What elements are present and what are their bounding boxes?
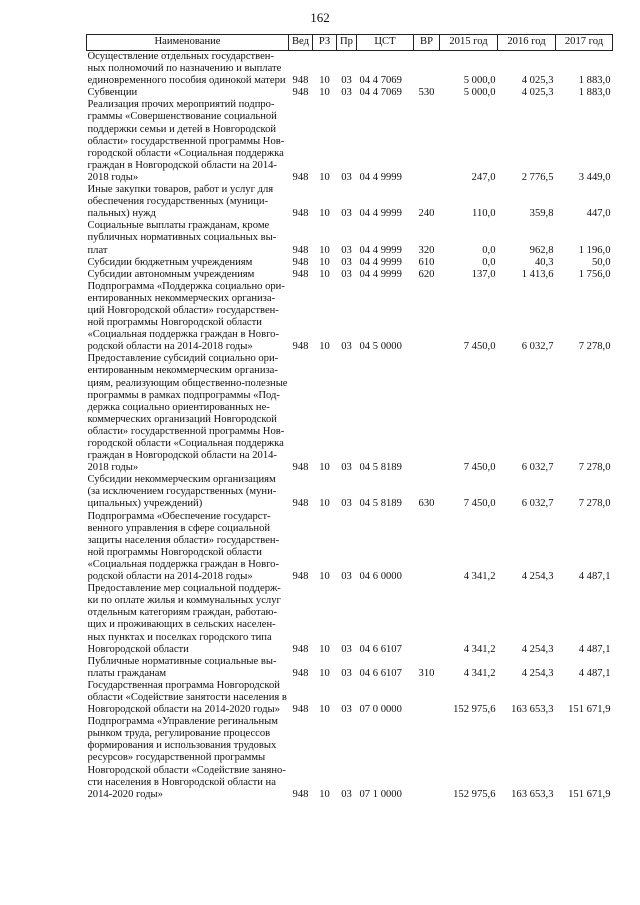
header-rz: РЗ (313, 35, 337, 51)
row-rz: 10 (319, 268, 330, 280)
row-2015: 7 450,0 (463, 498, 496, 510)
row-2017: 1 196,0 (578, 244, 611, 256)
row-vr: 610 (418, 256, 435, 268)
row-2017: 50,0 (591, 256, 611, 268)
row-rz: 10 (319, 571, 330, 583)
row-name: Государственная программа Новгородской области «Содействие занятости населения в Новгородской области на 2014-2020 годы» (87, 679, 287, 716)
row-name: Предоставление субсидий социально ори- ентированным некоммерческим организа- циям, реализующим общественно-полезные программы в рамках подпрограммы «Под- держка социально ориентированных не- коммерческих организаций Новгородской области» государственной программы Нов- городской области «Социальная поддержка граждан в Новгородской области на 2014- 2018 годы» (87, 353, 288, 474)
row-2015: 0,0 (482, 256, 496, 268)
row-rz: 10 (319, 498, 330, 510)
row-2016: 4 254,3 (521, 667, 554, 679)
row-2015: 7 450,0 (463, 462, 496, 474)
row-rz: 10 (319, 256, 330, 268)
table-row (87, 269, 613, 281)
row-cst: 04 6 6107 (359, 667, 402, 679)
row-2016: 6 032,7 (521, 341, 554, 353)
row-rz: 10 (319, 667, 330, 679)
row-2015: 0,0 (482, 244, 496, 256)
row-2016: 359,8 (529, 208, 554, 220)
row-ved: 948 (292, 571, 309, 583)
row-2016: 1 413,6 (521, 268, 554, 280)
row-2017: 7 278,0 (578, 341, 611, 353)
row-name: Субвенции (87, 87, 138, 99)
row-rz: 10 (319, 171, 330, 183)
row-cst: 04 6 6107 (359, 643, 402, 655)
table-row (87, 353, 613, 474)
row-ved: 948 (292, 704, 309, 716)
row-rz: 10 (319, 643, 330, 655)
row-vr: 620 (418, 268, 435, 280)
row-2015: 247,0 (471, 171, 496, 183)
row-pr: 03 (341, 341, 352, 353)
row-2016: 6 032,7 (521, 498, 554, 510)
header-2015: 2015 год (440, 35, 498, 51)
row-vr: 240 (418, 208, 435, 220)
row-2017: 151 671,9 (568, 788, 611, 800)
row-cst: 04 4 9999 (359, 208, 402, 220)
row-cst: 04 4 7069 (359, 87, 402, 99)
row-2017: 1 883,0 (578, 87, 611, 99)
header-2016: 2016 год (498, 35, 556, 51)
row-ved: 948 (292, 87, 309, 99)
row-vr (414, 51, 440, 88)
row-cst: 07 1 0000 (359, 788, 402, 800)
row-name: Социальные выплаты гражданам, кроме публичных нормативных социальных вы- плат (87, 220, 277, 256)
row-2015: 4 341,2 (463, 667, 496, 679)
row-name: Подпрограмма «Управление регинальным рынком труда, регулирование процессов формирования и использования трудовых ресурсов» государственной программы Новгородской области «Содействие заняно- сти населения в Новгородской области на 2014-2020 годы» (87, 716, 286, 800)
table-row (87, 257, 613, 269)
row-vr (414, 583, 440, 656)
header-cst: ЦСТ (357, 35, 414, 51)
row-2017: 4 487,1 (578, 571, 611, 583)
header-ved: Вед (289, 35, 313, 51)
row-cst: 04 5 8189 (359, 462, 402, 474)
row-pr: 03 (341, 268, 352, 280)
row-2017: 1 756,0 (578, 268, 611, 280)
row-ved: 948 (292, 462, 309, 474)
row-2015: 4 341,2 (463, 571, 496, 583)
row-2015: 152 975,6 (453, 788, 496, 800)
row-pr: 03 (341, 256, 352, 268)
row-pr: 03 (341, 667, 352, 679)
row-pr: 03 (341, 208, 352, 220)
row-pr: 03 (341, 571, 352, 583)
row-ved: 948 (292, 341, 309, 353)
row-rz: 10 (319, 208, 330, 220)
row-name: Осуществление отдельных государствен- ных полномочий по назначению и выплате единовременного пособия одинокой матери (87, 51, 286, 87)
header-vr: ВР (414, 35, 440, 51)
row-vr (414, 680, 440, 716)
row-2016: 4 025,3 (521, 87, 554, 99)
row-ved: 948 (292, 788, 309, 800)
row-cst: 04 4 9999 (359, 268, 402, 280)
header-2017: 2017 год (556, 35, 613, 51)
row-2017: 7 278,0 (578, 498, 611, 510)
table-row (87, 511, 613, 584)
row-rz: 10 (319, 704, 330, 716)
row-cst: 04 4 9999 (359, 171, 402, 183)
row-name: Публичные нормативные социальные вы- платы гражданам (87, 655, 277, 679)
row-name: Субсидии некоммерческим организациям (за исключением государственных (муни- ципальных) учреждений) (87, 474, 277, 510)
row-ved: 948 (292, 643, 309, 655)
row-rz: 10 (319, 341, 330, 353)
row-name: Подпрограмма «Обеспечение государст- венного управления в сфере социальной защиты населения области» государствен- ной программы Новгородской области «Социальная поддержка граждан в Новго- родской области на 2014-2018 годы» (87, 510, 280, 583)
row-2016: 2 776,5 (521, 171, 554, 183)
row-2017: 7 278,0 (578, 462, 611, 474)
row-name: Субсидии бюджетным учреждениям (87, 256, 253, 268)
header-pr: Пр (337, 35, 357, 51)
row-2016: 6 032,7 (521, 462, 554, 474)
row-rz: 10 (319, 75, 330, 87)
row-ved: 948 (292, 667, 309, 679)
table-header-row (87, 35, 613, 51)
row-pr: 03 (341, 462, 352, 474)
row-2015: 7 450,0 (463, 341, 496, 353)
table-body (87, 51, 613, 801)
row-vr: 530 (418, 87, 435, 99)
row-ved: 948 (292, 244, 309, 256)
row-cst: 04 4 9999 (359, 244, 402, 256)
page-number: 162 (310, 10, 330, 25)
row-pr: 03 (341, 704, 352, 716)
row-pr: 03 (341, 643, 352, 655)
row-vr (414, 716, 440, 801)
table-row (87, 51, 613, 88)
row-2017: 151 671,9 (568, 704, 611, 716)
row-2015: 110,0 (472, 208, 496, 220)
row-rz: 10 (319, 788, 330, 800)
row-ved: 948 (292, 208, 309, 220)
row-cst: 04 4 7069 (359, 75, 402, 87)
table-row (87, 474, 613, 510)
header-name: Наименование (87, 35, 289, 51)
row-rz: 10 (319, 244, 330, 256)
table-row (87, 220, 613, 256)
row-vr (414, 281, 440, 354)
row-pr: 03 (341, 75, 352, 87)
row-2016: 4 254,3 (521, 643, 554, 655)
row-name: Подпрограмма «Поддержка социально ори- ентированных некоммерческих организа- ций Новгородской области» государствен- ной программы Новгородской области «Социальная поддержка граждан в Новго- родской области на 2014-2018 годы» (87, 280, 285, 353)
row-vr (414, 353, 440, 474)
row-cst: 04 5 8189 (359, 498, 402, 510)
row-cst: 04 4 9999 (359, 256, 402, 268)
row-pr: 03 (341, 171, 352, 183)
row-pr: 03 (341, 87, 352, 99)
row-name: Реализация прочих мероприятий подпро- граммы «Совершенствование социальной поддержки семьи и детей в Новгородской области» государственной программы Нов- городской области «Социальная поддержка граждан в Новгородской области на 2014- 2018 годы» (87, 99, 285, 183)
row-vr: 630 (418, 498, 435, 510)
row-2016: 40,3 (534, 256, 554, 268)
row-ved: 948 (292, 268, 309, 280)
row-vr (414, 99, 440, 184)
row-2016: 163 653,3 (511, 788, 554, 800)
row-2015: 137,0 (471, 268, 496, 280)
row-2015: 4 341,2 (463, 643, 496, 655)
row-2017: 4 487,1 (578, 643, 611, 655)
row-ved: 948 (292, 256, 309, 268)
row-2016: 962,8 (529, 244, 554, 256)
row-vr: 320 (418, 244, 435, 256)
table-row (87, 656, 613, 680)
table-row (87, 87, 613, 99)
row-cst: 04 6 0000 (359, 571, 402, 583)
table-row (87, 680, 613, 716)
row-ved: 948 (292, 171, 309, 183)
row-name: Предоставление мер социальной поддерж- ки по оплате жилья и коммунальных услуг отдельным категориям граждан, работаю- щих и проживающих в сельских населен- ных пунктах и поселках городского типа Новгородской области (87, 583, 281, 655)
row-2016: 163 653,3 (511, 704, 554, 716)
row-2017: 447,0 (586, 208, 611, 220)
row-2016: 4 254,3 (521, 571, 554, 583)
budget-table (86, 34, 613, 801)
row-pr: 03 (341, 244, 352, 256)
row-pr: 03 (341, 788, 352, 800)
row-cst: 04 5 0000 (359, 341, 402, 353)
row-vr (414, 511, 440, 584)
row-rz: 10 (319, 87, 330, 99)
row-name: Иные закупки товаров, работ и услуг для обеспечения государственных (муници- пальных) нужд (87, 184, 274, 220)
row-2017: 4 487,1 (578, 667, 611, 679)
table-row (87, 716, 613, 801)
row-2017: 1 883,0 (578, 75, 611, 87)
row-ved: 948 (292, 498, 309, 510)
table-row (87, 281, 613, 354)
row-name: Субсидии автономным учреждениям (87, 268, 255, 280)
row-2015: 5 000,0 (463, 87, 496, 99)
row-rz: 10 (319, 462, 330, 474)
row-2015: 152 975,6 (453, 704, 496, 716)
table-row (87, 583, 613, 656)
row-2015: 5 000,0 (463, 75, 496, 87)
row-vr: 310 (418, 667, 435, 679)
row-cst: 07 0 0000 (359, 704, 402, 716)
row-2017: 3 449,0 (578, 171, 611, 183)
row-2016: 4 025,3 (521, 75, 554, 87)
row-pr: 03 (341, 498, 352, 510)
table-row (87, 184, 613, 220)
row-ved: 948 (292, 75, 309, 87)
table-row (87, 99, 613, 184)
